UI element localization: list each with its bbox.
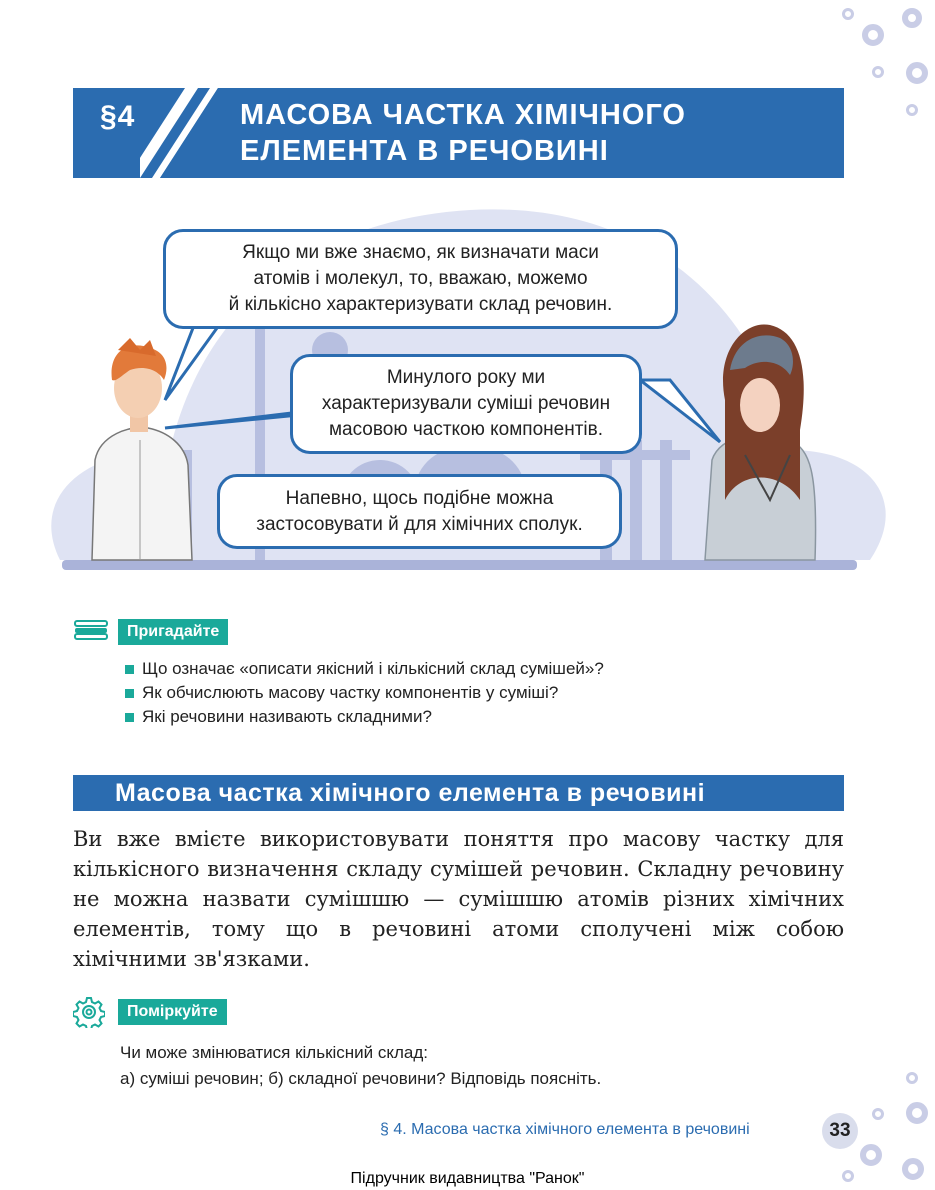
chapter-title	[240, 97, 686, 169]
page-number: 33	[822, 1113, 858, 1149]
chapter-title-line2: ЕЛЕМЕНТА В РЕЧОВИНІ	[240, 135, 609, 167]
think-line2: а) суміші речовин; б) складної речовини? Відповідь поясніть.	[120, 1069, 602, 1088]
bubble1-line2: атомів і молекул, то, вважаю, можемо	[253, 268, 588, 289]
think-label: Поміркуйте	[118, 999, 227, 1025]
list-item: Що означає «описати якісний і кількісний склад сумішей»?	[125, 657, 604, 681]
paragraph-number: §4	[100, 100, 136, 133]
think-line1: Чи може змінюватися кількісний склад:	[120, 1043, 429, 1062]
bubble2-line3: масовою часткою компонентів.	[328, 419, 604, 440]
header-slash-decoration	[140, 88, 240, 178]
gear-icon	[73, 996, 105, 1028]
running-footer: § 4. Масова частка хімічного елемента в речовині	[380, 1121, 750, 1138]
think-question	[120, 1040, 601, 1092]
bubble3-line2: застосовувати й для хімічних сполук.	[256, 513, 583, 535]
section-title: Масова частка хімічного елемента в речовині	[115, 779, 706, 807]
list-item: Як обчислюють масову частку компонентів у суміші?	[125, 681, 604, 705]
recall-list	[125, 657, 604, 729]
bubble2-line1: Минулого року ми	[386, 367, 546, 388]
book-stack-icon	[74, 620, 108, 640]
list-item: Які речовини називають складними?	[125, 705, 604, 729]
chapter-title-line1: МАСОВА ЧАСТКА ХІМІЧНОГО	[240, 99, 686, 131]
body-paragraph: Ви вже вмієте використовувати поняття про масову частку для кількісного визначення складу сумішей речовин. Складну речовину не можна назвати сумішшю — сумішшю атомів різних хімічних елементів, тому що в речовині атоми сполучені між собою хімічними зв'язками.	[73, 827, 844, 971]
speech-bubble-3	[217, 474, 622, 549]
publisher-note: Підручник видавництва "Ранок"	[350, 1170, 585, 1187]
speech-bubble-2	[290, 354, 642, 454]
bubble3-line1: Напевно, щось подібне можна	[285, 487, 554, 509]
bubble2-line2: характеризували суміші речовин	[321, 393, 611, 414]
speech-bubble-1	[163, 229, 678, 329]
recall-label: Пригадайте	[118, 619, 228, 645]
bubble1-line3: й кількісно характеризувати склад речовин.	[228, 294, 613, 315]
bubble1-line1: Якщо ми вже знаємо, як визначати маси	[242, 242, 599, 263]
